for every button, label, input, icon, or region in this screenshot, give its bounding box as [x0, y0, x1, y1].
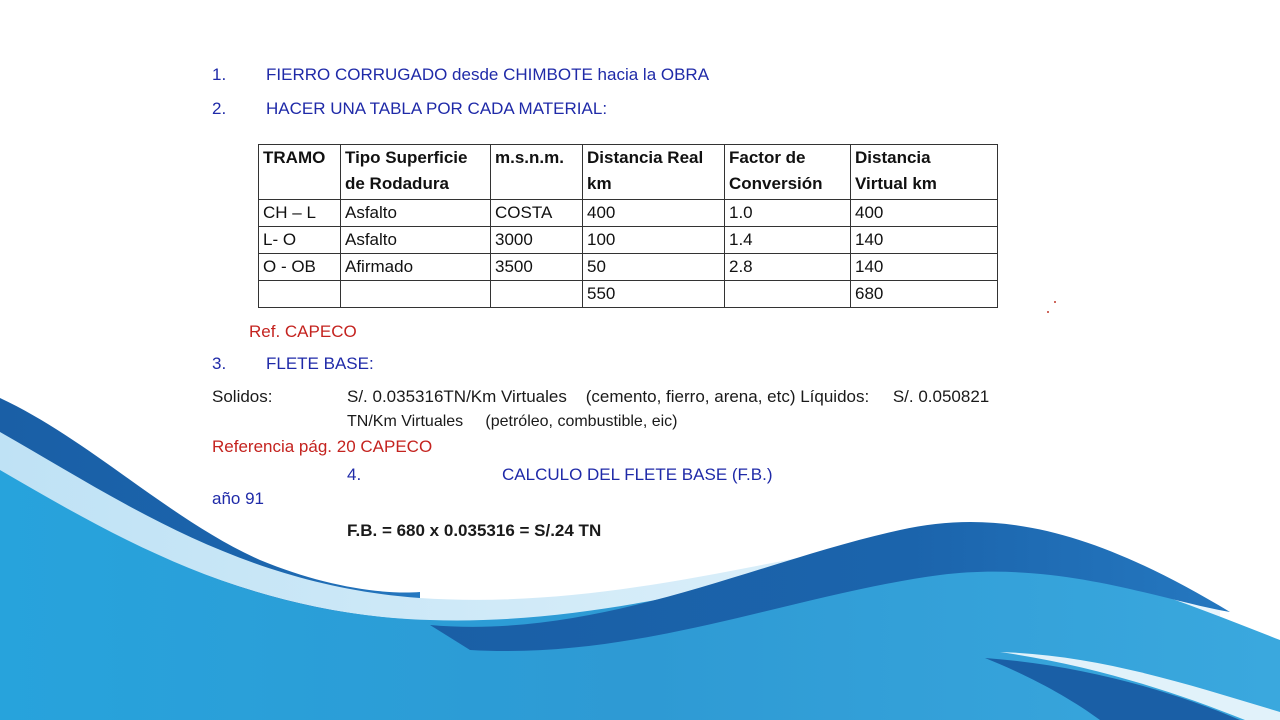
list-item-1: [212, 64, 709, 86]
flete-line-1: S/. 0.035316TN/Km Virtuales (cemento, fierro, arena, etc) Líquidos: S/. 0.050821: [347, 387, 990, 406]
cell-tramo: O - OB: [259, 254, 341, 281]
header-tramo: TRAMO: [259, 145, 341, 200]
list-number-4: 4.: [347, 465, 362, 484]
cell-superficie: Afirmado: [341, 254, 491, 281]
referencia-capeco: Referencia pág. 20 CAPECO: [212, 437, 433, 456]
cell-factor: 2.8: [725, 254, 851, 281]
list-text: FIERRO CORRUGADO desde CHIMBOTE hacia la OBRA: [266, 65, 710, 84]
header-tipo-superficie: Tipo Superficie de Rodadura: [341, 145, 491, 200]
header-distancia-virtual: Distancia Virtual km: [851, 145, 998, 200]
cell-factor: [725, 281, 851, 308]
flete-line-2: TN/Km Virtuales (petróleo, combustible, eic): [347, 413, 678, 430]
list-number: 2.: [212, 99, 227, 118]
list-number: 1.: [212, 65, 227, 84]
cell-distancia-virtual: 400: [851, 200, 998, 227]
cell-distancia-real: 100: [583, 227, 725, 254]
cell-msnm: COSTA: [491, 200, 583, 227]
flete-base-formula: F.B. = 680 x 0.035316 = S/.24 TN: [347, 521, 602, 540]
solidos-label: Solidos:: [212, 387, 273, 406]
cell-distancia-virtual: 140: [851, 254, 998, 281]
cell-total-distancia-real: 550: [583, 281, 725, 308]
cell-distancia-virtual: 140: [851, 227, 998, 254]
cell-tramo: L- O: [259, 227, 341, 254]
table-total-row: [259, 281, 998, 308]
cell-msnm: 3000: [491, 227, 583, 254]
material-table: [258, 144, 998, 308]
header-msnm: m.s.n.m.: [491, 145, 583, 200]
cell-factor: 1.4: [725, 227, 851, 254]
cell-superficie: [341, 281, 491, 308]
cell-msnm: 3500: [491, 254, 583, 281]
cell-tramo: [259, 281, 341, 308]
cell-factor: 1.0: [725, 200, 851, 227]
list-number: 3.: [212, 354, 227, 373]
cell-tramo: CH – L: [259, 200, 341, 227]
header-distancia-real: Distancia Real km: [583, 145, 725, 200]
table-row: [259, 227, 998, 254]
table-row: [259, 254, 998, 281]
cell-distancia-real: 50: [583, 254, 725, 281]
table-header-row: [259, 145, 998, 200]
speck-mark: [1047, 311, 1049, 313]
cell-distancia-real: 400: [583, 200, 725, 227]
table-row: [259, 200, 998, 227]
anio-label: año 91: [212, 489, 264, 508]
cell-msnm: [491, 281, 583, 308]
ref-capeco: Ref. CAPECO: [249, 322, 357, 341]
cell-superficie: Asfalto: [341, 200, 491, 227]
speck-mark: [1054, 301, 1056, 303]
cell-superficie: Asfalto: [341, 227, 491, 254]
list-text: FLETE BASE:: [266, 354, 374, 373]
list-text-4: CALCULO DEL FLETE BASE (F.B.): [502, 465, 773, 484]
list-item-3: [212, 353, 374, 375]
header-factor-conversion: Factor de Conversión: [725, 145, 851, 200]
list-item-2: [212, 98, 607, 120]
cell-total-distancia-virtual: 680: [851, 281, 998, 308]
list-text: HACER UNA TABLA POR CADA MATERIAL:: [266, 99, 608, 118]
